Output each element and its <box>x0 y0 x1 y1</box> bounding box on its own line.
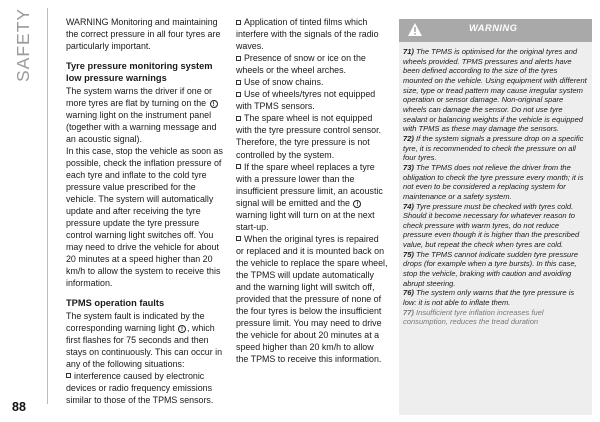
column-2 <box>236 16 388 365</box>
list-item-text: The spare wheel is not equipped with the tyre pressure control sensor. Therefore, the tyre pressure is not controlled by the system. <box>236 113 382 160</box>
list-item <box>236 88 388 112</box>
list-item-text: Use of wheels/tyres not equipped with TPMS sensors. <box>236 89 376 112</box>
warning-item-text: Tyre pressure must be checked with tyres cold. Should it become necessary for whatever reason to check pressure with warm tyres, do not reduce pressure even though it is higher than the prescribed value, but repeat the check when tyres are cold. <box>403 201 580 250</box>
square-bullet-icon <box>236 236 241 241</box>
warning-item <box>403 308 588 327</box>
warning-item-text: The TPMS cannot indicate sudden tyre pressure drops (for example when a tyre bursts). In this case, stop the vehicle, braking with caution and avoiding abrupt steering. <box>403 249 578 288</box>
warning-item-number: 73) <box>403 162 414 172</box>
para-low-pressure-pre: The system warns the driver if one or more tyres are flat by turning on the <box>66 85 212 108</box>
list-item-text-post: warning light will turn on at the next start-up. <box>236 209 375 232</box>
warning-list <box>399 42 592 327</box>
square-bullet-icon <box>236 164 241 169</box>
warning-item-text: Insufficient tyre inflation increases fuel consumption, reduces the tread duration <box>403 307 544 327</box>
tpms-warning-light-icon: ! <box>210 100 218 108</box>
para-stop-vehicle: In this case, stop the vehicle as soon as possible, check the inflation pressure of each tyre and inflate to the cold tyre pressure value prescribed for the vehicle. The system will automatically update and after receiving the tyre pressure update the tyre pressure control warning light switches off. You may need to drive the vehicle for about 20 minutes at a speed higher than 20 km/h to allow the system to receive this information. <box>66 145 223 289</box>
warning-item-number: 71) <box>403 47 414 56</box>
para-faults-post: , which first flashes for 75 seconds and then stays on continuously. This can occur in any of the following situations: <box>66 322 223 369</box>
square-bullet-icon <box>236 56 241 61</box>
warning-triangle-icon <box>407 22 423 37</box>
square-bullet-icon <box>236 116 241 121</box>
square-bullet-icon <box>236 20 241 25</box>
warning-item-number: 75) <box>403 249 414 259</box>
list-item <box>236 161 388 233</box>
tpms-warning-light-icon: ! <box>178 325 186 333</box>
list-item-text: Use of snow chains. <box>244 77 324 88</box>
warning-item-text: The TPMS is optimised for the original tyres and wheels provided. TPMS pressures and alerts have been defined according to the size of the tyres mounted on the vehicle. Using equipment with different size, type or tread pattern may cause irregular system operation or sensor damage. Non-original spare wheels can damage the sensor. Do not use tyre sealant or balancing weights if the vehicle is equipped with TPMS as these may damage the sensors. <box>403 47 587 134</box>
warning-item <box>403 47 588 134</box>
tpms-warning-light-icon: ! <box>353 200 361 208</box>
list-item <box>236 52 388 76</box>
warning-item-number: 76) <box>403 288 414 298</box>
list-item-text: When the original tyres is repaired or replaced and it is mounted back on the vehicle to replace the spare wheel, the TPMS will update automatically and the warning light will switch off, provided that the pressure of none of the four tyres is below the insufficient pressure limit. You may need to drive the vehicle for about 20 minutes at a speed higher than 20 km/h to allow the TPMS to receive this information. <box>236 233 388 365</box>
warning-item-number: 72) <box>403 133 414 143</box>
para-faults <box>66 310 224 370</box>
warning-header <box>399 19 592 42</box>
list-item-text: interference caused by electronic devices or radio frequency emissions similar to those of the TPMS sensors. <box>66 370 214 405</box>
warning-item-number: 77) <box>403 307 414 317</box>
warning-item-text: The system only warns that the tyre pressure is low: it is not able to inflate them. <box>403 288 575 308</box>
square-bullet-icon <box>66 373 71 378</box>
page-number: 88 <box>12 400 26 414</box>
warning-item <box>403 202 588 250</box>
warning-box <box>399 19 592 415</box>
square-bullet-icon <box>236 92 241 97</box>
warning-item <box>403 250 588 289</box>
warning-item <box>403 163 588 202</box>
list-item-text: Presence of snow or ice on the wheels or the wheel arches. <box>236 53 366 76</box>
side-divider <box>47 8 48 404</box>
side-tab <box>0 0 56 422</box>
para-faults-pre: The system fault is indicated by the corresponding warning light <box>66 310 205 333</box>
column-1 <box>66 16 224 406</box>
warning-title: WARNING <box>469 23 518 33</box>
warning-item <box>403 134 588 163</box>
para-low-pressure <box>66 85 224 145</box>
list-item <box>236 76 388 88</box>
para-low-pressure-post: warning light on the instrument panel (together with a warning message and an acoustic signal). <box>66 109 217 144</box>
warning-item-text: If the system signals a pressure drop on a specific tyre, it is recommended to check the pressure on all four tyres. <box>403 133 584 163</box>
list-item <box>236 16 388 52</box>
list-item <box>66 370 224 406</box>
heading-faults: TPMS operation faults <box>66 298 165 309</box>
intro-text: WARNING Monitoring and maintaining the correct pressure in all four tyres are particularly important. <box>66 17 221 52</box>
warning-item-text: The TPMS does not relieve the driver from the obligation to check the tyre pressure every month; it is not even to be considered a replacing system for maintenance or a safety system. <box>403 162 584 201</box>
square-bullet-icon <box>236 80 241 85</box>
list-item <box>236 233 388 366</box>
warning-item <box>403 288 588 307</box>
list-item-text: Application of tinted films which interfere with the signals of the radio waves. <box>236 17 379 52</box>
section-label: SAFETY <box>13 7 33 82</box>
list-item <box>236 112 388 160</box>
list-item-text: If the spare wheel replaces a tyre with a pressure lower than the insufficient pressure limit, an acoustic signal will be emitted and the <box>236 161 383 208</box>
heading-low-pressure: Tyre pressure monitoring system low pressure warnings <box>66 61 213 84</box>
warning-item-number: 74) <box>403 201 414 211</box>
